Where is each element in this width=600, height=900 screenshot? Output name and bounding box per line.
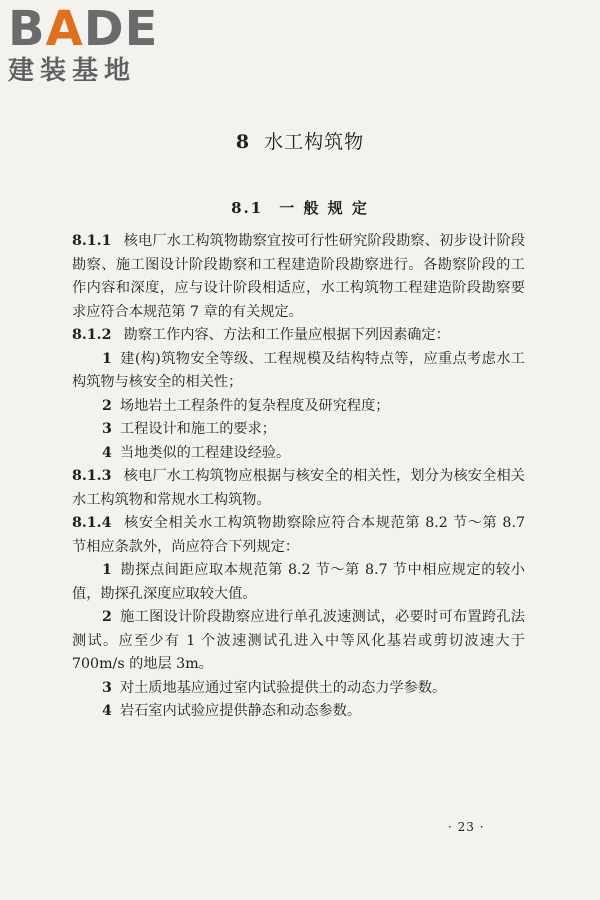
clause-paragraph <box>72 465 525 512</box>
chapter-title <box>0 127 600 154</box>
paragraph-text: 勘探点间距应取本规范第 8.2 节～第 8.7 节中相应规定的较小值，勘探孔深度应取较大值。 <box>72 562 525 602</box>
list-item <box>72 348 525 395</box>
list-item <box>72 677 525 701</box>
section-title <box>0 197 600 218</box>
section-title-text: 一 般 规 定 <box>279 199 369 217</box>
logo-letter-a: A <box>45 1 84 57</box>
logo-letter-d: D <box>83 1 125 57</box>
clause-paragraph <box>72 230 525 324</box>
paragraph-text: 核电厂水工构筑物勘察宜按可行性研究阶段勘察、初步设计阶段勘察、施工图设计阶段勘察和工程建造阶段勘察进行。各勘察阶段的工作内容和深度，应与设计阶段相适应，水工构筑物工程建造阶段勘察要求应符合本规范第 7 章的有关规定。 <box>72 233 525 320</box>
logo <box>8 1 178 92</box>
item-number: 4 <box>102 444 112 461</box>
item-number: 1 <box>102 350 112 367</box>
chapter-title-text: 水工构筑物 <box>264 131 365 153</box>
clause-number: 8.1.3 <box>72 468 112 484</box>
clause-number: 8.1.4 <box>72 515 112 531</box>
paragraph-text: 施工图设计阶段勘察应进行单孔波速测试，必要时可布置跨孔法测试。应至少有 1 个波速测试孔进入中等风化基岩或剪切波速大于 700m/s 的地层 3m。 <box>72 609 525 672</box>
paragraph-text: 对土质地基应通过室内试验提供土的动态力学参数。 <box>119 679 447 696</box>
paragraph-text: 建(构)筑物安全等级、工程规模及结构特点等，应重点考虑水工构筑物与核安全的相关性； <box>72 350 525 390</box>
logo-letter-b: B <box>8 1 46 57</box>
chapter-number: 8 <box>235 131 251 153</box>
clause-paragraph <box>72 512 525 559</box>
paragraph-text: 工程设计和施工的要求； <box>119 421 276 437</box>
item-number: 4 <box>102 703 112 719</box>
clause-paragraph <box>72 324 525 348</box>
document-body <box>72 230 525 724</box>
paragraph-text: 勘察工作内容、方法和工作量应根据下列因素确定： <box>123 327 450 343</box>
list-item <box>72 442 525 466</box>
paragraph-text: 核安全相关水工构筑物勘察除应符合本规范第 8.2 节～第 8.7 节相应条款外，尚应符合下列规定： <box>72 515 525 555</box>
item-number: 2 <box>102 609 112 625</box>
list-item <box>72 418 525 442</box>
item-number: 1 <box>102 562 112 578</box>
paragraph-text: 场地岩土工程条件的复杂程度及研究程度； <box>119 397 390 414</box>
logo-letter-e: E <box>124 1 159 57</box>
paragraph-text: 当地类似的工程建设经验。 <box>119 444 291 461</box>
logo-subtitle: 建装基地 <box>8 56 137 86</box>
paragraph-text: 核电厂水工构筑物应根据与核安全的相关性，划分为核安全相关水工构筑物和常规水工构筑物。 <box>72 468 525 508</box>
list-item <box>72 606 525 677</box>
item-number: 3 <box>102 679 112 696</box>
item-number: 2 <box>102 397 112 414</box>
section-number: 8.1 <box>231 199 264 217</box>
paragraph-text: 岩石室内试验应提供静态和动态参数。 <box>119 703 362 719</box>
list-item <box>72 559 525 606</box>
list-item <box>72 700 525 724</box>
clause-number: 8.1.1 <box>72 233 112 249</box>
list-item <box>72 395 525 419</box>
logo-wordmark <box>8 1 178 57</box>
item-number: 3 <box>102 421 112 437</box>
page-number: · 23 · <box>448 820 485 834</box>
clause-number: 8.1.2 <box>72 327 112 343</box>
